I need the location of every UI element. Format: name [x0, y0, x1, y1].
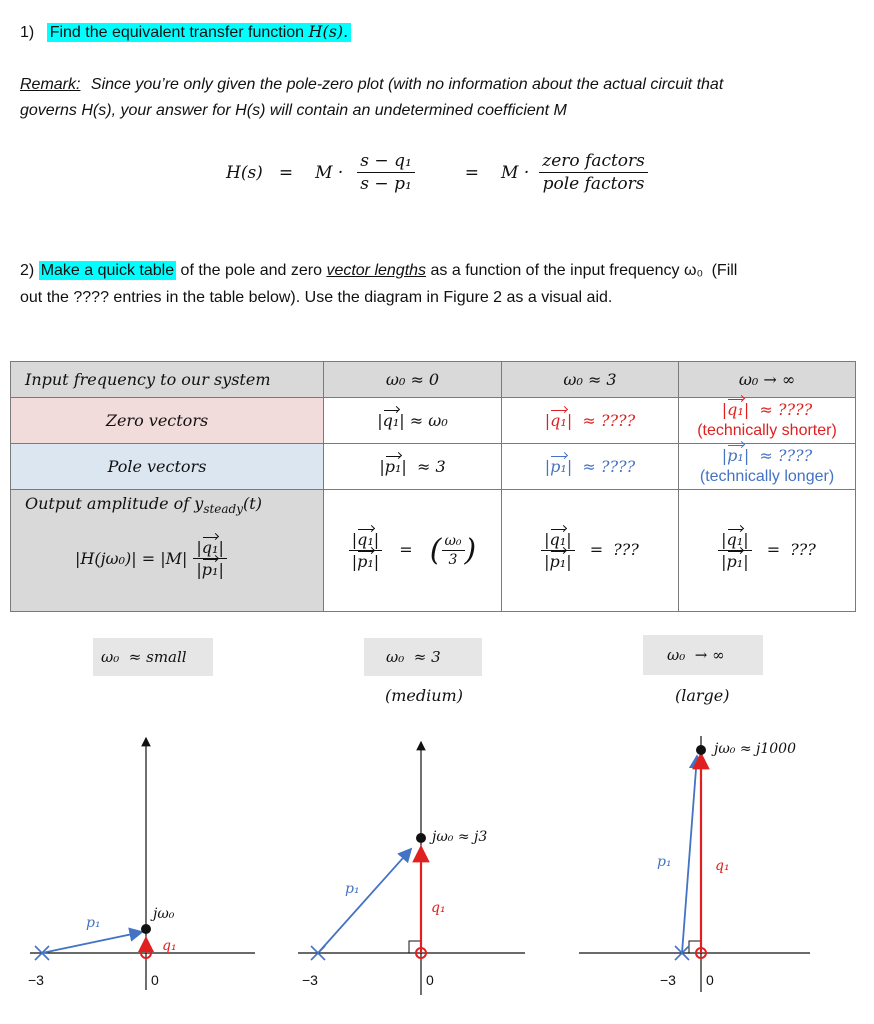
question-1-func: H(s).	[308, 22, 349, 41]
header-col-1: ω₀ ≈ 0	[324, 362, 502, 398]
header-col-2: ω₀ ≈ 3	[502, 362, 679, 398]
question-2-line-2: out the ???? entries in the table below). Use the diagram in Figure 2 as a visual aid.	[20, 289, 613, 306]
zero-c2-value: ≈ ????	[582, 411, 636, 430]
output-col-1: $\frac{\text{|q₁|}}{\text{|p₁|}}$ = ( $\frac{\text{ω₀}}{3}$ )	[324, 490, 502, 612]
hfunc-den: p₁	[201, 560, 219, 579]
output-label-sub: steady	[203, 502, 244, 517]
eq-num-2: zero factors	[539, 151, 648, 173]
question-2-text-3: (Fill	[711, 262, 738, 279]
out2-fraction: $\frac{\text{|q₁|}}{\text{|p₁|}}$	[541, 530, 574, 571]
left-zero-label: q₁	[162, 938, 177, 954]
transfer-function-equation	[226, 151, 648, 194]
mid-jw-point	[416, 833, 426, 843]
pole-col-1: |p₁| ≈ 3	[324, 444, 502, 490]
label-large-w: ω₀	[667, 646, 686, 664]
mid-zero-tick: 0	[426, 972, 434, 988]
out3-den: p₁	[726, 552, 744, 571]
zero-col-1: |q₁| ≈ ω₀	[324, 398, 502, 444]
out1-equals: =	[399, 540, 413, 559]
eq-equals-2: =	[464, 162, 480, 183]
eq-num-1: s − q₁	[357, 151, 414, 173]
diagram-large	[579, 736, 810, 992]
diagram-small	[28, 738, 255, 990]
right-pole-label: p₁	[657, 854, 672, 870]
mid-pole-label: p₁	[345, 881, 360, 897]
question-2-line-1	[20, 262, 737, 280]
mid-right-angle	[409, 941, 421, 953]
eq-lhs: H(s)	[226, 162, 263, 183]
out2-num: q₁	[549, 530, 567, 549]
right-right-angle	[689, 941, 701, 953]
question-1-highlight-box	[47, 23, 352, 42]
out1-num: q₁	[357, 530, 374, 549]
question-2-text-2: as a function of the input frequency ω₀	[430, 262, 704, 279]
hfunc-fraction: $\frac{\text{|q₁|}}{\text{|p₁|}}$	[193, 538, 226, 579]
left-jw-point	[141, 924, 151, 934]
label-small-text: ≈ small	[128, 648, 187, 666]
output-label-tail: (t)	[243, 494, 262, 513]
header-col-3: ω₀ → ∞	[679, 362, 856, 398]
out2-unknown: ???	[613, 540, 639, 559]
zero-col-2: |q₁| ≈ ????	[502, 398, 679, 444]
pole-vec-2: p₁	[550, 457, 567, 476]
out3-num: q₁	[726, 530, 744, 549]
eq-fraction-2	[539, 151, 648, 194]
mid-minus3: −3	[302, 972, 318, 988]
label-medium-w: ω₀	[386, 648, 405, 666]
question-2-highlight: Make a quick table	[40, 262, 175, 279]
pole-vec-3: p₁	[727, 446, 744, 465]
label-medium-text: ≈ 3	[413, 648, 441, 666]
zero-vec-1: q₁	[382, 411, 400, 430]
left-pole-vector	[42, 932, 142, 953]
out2-equals: =	[589, 540, 604, 559]
zero-vec-3: q₁	[727, 400, 744, 419]
mid-pole-vector	[318, 849, 411, 953]
hfunc-lhs: |H(jω₀)| = |M|	[75, 549, 188, 568]
output-col-3	[679, 490, 856, 612]
hfunc-expression	[75, 538, 227, 579]
remark-line-2: governs H(s), your answer for H(s) will contain an undetermined coefficient M	[20, 102, 567, 119]
zero-c3-value: ≈ ????	[759, 400, 813, 419]
eq-den-1: s − p₁	[360, 174, 412, 194]
zero-vectors-row	[11, 398, 856, 444]
label-large	[643, 635, 763, 675]
label-small	[93, 638, 213, 676]
left-zero-tick: 0	[151, 972, 159, 988]
eq-m-1: M ·	[315, 162, 344, 183]
out1-den: p₁	[357, 552, 374, 571]
left-jw-label: jω₀	[153, 906, 175, 922]
hfunc-num: q₁	[201, 538, 219, 557]
right-pole-vector	[682, 756, 697, 953]
right-zero-label: q₁	[715, 858, 730, 874]
pole-col-2: |p₁| ≈ ????	[502, 444, 679, 490]
question-2-underlined: vector lengths	[326, 262, 427, 279]
label-medium	[364, 638, 482, 676]
output-col-2	[502, 490, 679, 612]
out1-ratio-num: ω₀	[442, 533, 465, 551]
eq-equals-1: =	[278, 162, 294, 183]
label-small-w: ω₀	[101, 648, 120, 666]
output-label	[25, 494, 262, 516]
mid-jw-label: jω₀ ≈ j3	[432, 829, 488, 845]
remark-line-1	[20, 76, 723, 94]
left-pole-label: p₁	[86, 915, 101, 931]
question-2-number: 2)	[20, 262, 35, 279]
right-zero-tick: 0	[706, 972, 714, 988]
question-1-highlight: Find the equivalent transfer function	[49, 24, 305, 41]
label-large-sub: (large)	[675, 686, 730, 705]
pole-c1-value: ≈ 3	[416, 457, 446, 476]
pole-c3-note: (technically longer)	[699, 468, 835, 485]
right-minus3: −3	[660, 972, 676, 988]
pole-vectors-row	[11, 444, 856, 490]
pole-vectors-label: Pole vectors	[11, 444, 324, 490]
out1-ratio-den: 3	[448, 552, 458, 568]
out1-fraction: $\frac{\text{|q₁|}}{\text{|p₁|}}$	[349, 530, 382, 571]
eq-m-2: M ·	[501, 162, 530, 183]
eq-fraction-1	[357, 151, 414, 194]
remark-text-1: Since you’re only given the pole-zero plot (with no information about the actual circuit that	[90, 76, 724, 93]
zero-vec-2: q₁	[550, 411, 567, 430]
zero-c3-note: (technically shorter)	[697, 422, 837, 439]
mid-zero-label: q₁	[431, 900, 446, 916]
table-header-row	[11, 362, 856, 398]
out1-ratio	[442, 533, 465, 568]
output-row	[11, 490, 856, 612]
eq-den-2: pole factors	[542, 174, 645, 194]
right-jw-label: jω₀ ≈ j1000	[714, 741, 796, 757]
label-large-text: → ∞	[694, 646, 725, 664]
remark-label: Remark:	[20, 76, 81, 93]
out3-fraction: $\frac{\text{|q₁|}}{\text{|p₁|}}$	[718, 530, 751, 571]
label-medium-sub: (medium)	[385, 686, 463, 705]
question-1-heading	[20, 22, 351, 42]
question-1-number: 1)	[20, 24, 35, 41]
pole-zero-diagrams	[0, 730, 874, 1024]
out2-den: p₁	[549, 552, 567, 571]
output-label-cell	[11, 490, 324, 612]
pole-col-3: |p₁| ≈ ???? (technically longer)	[679, 444, 856, 490]
out3-unknown: ???	[790, 540, 816, 559]
zero-col-3: |q₁| ≈ ???? (technically shorter)	[679, 398, 856, 444]
out3-equals: =	[766, 540, 781, 559]
header-label: Input frequency to our system	[11, 362, 324, 398]
pole-c3-value: ≈ ????	[759, 446, 813, 465]
left-minus3: −3	[28, 972, 44, 988]
right-jw-point	[696, 745, 706, 755]
vector-length-table	[10, 361, 856, 612]
pole-vec-1: p₁	[384, 457, 402, 476]
zero-vectors-label: Zero vectors	[11, 398, 324, 444]
question-2-text-1: of the pole and zero	[180, 262, 322, 279]
zero-c1-value: | ≈ ω₀	[399, 411, 448, 430]
diagram-medium	[298, 742, 525, 995]
pole-c2-value: ≈ ????	[582, 457, 636, 476]
output-label-text: Output amplitude of y	[25, 494, 204, 513]
